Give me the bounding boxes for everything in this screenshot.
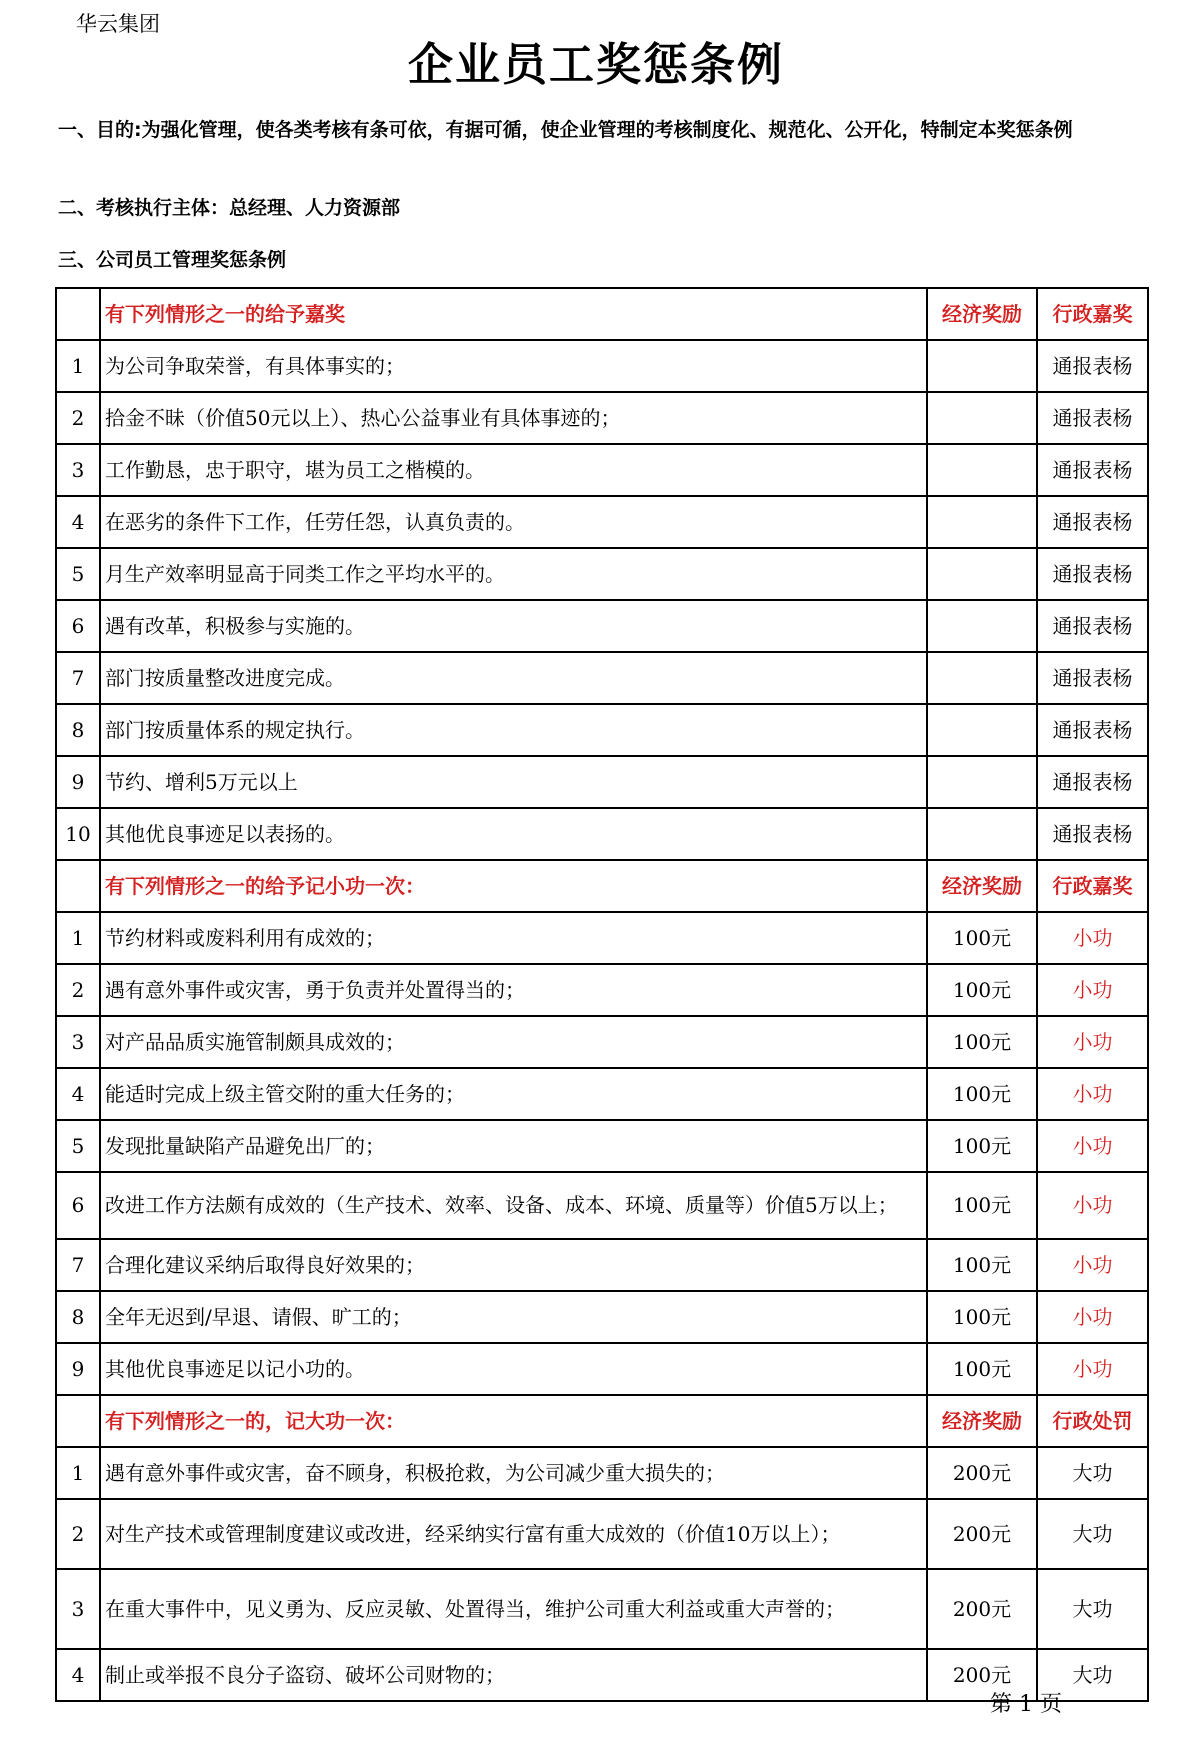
row-admin: 小功 [1037,964,1148,1016]
table-row [56,1447,1148,1499]
table-row [56,496,1148,548]
row-text: 遇有意外事件或灾害，勇于负责并处置得当的； [100,964,927,1016]
table-row [56,600,1148,652]
table-row [56,1649,1148,1701]
row-text: 为公司争取荣誉，有具体事实的； [100,340,927,392]
table-row [56,652,1148,704]
header-num-cell [56,860,100,912]
group-header-minor-merit [56,860,1148,912]
row-admin: 通报表杨 [1037,392,1148,444]
row-num: 4 [56,1068,100,1120]
row-num: 5 [56,548,100,600]
row-text: 节约材料或废料利用有成效的； [100,912,927,964]
row-text: 工作勤恳，忠于职守，堪为员工之楷模的。 [100,444,927,496]
section-purpose: 一、目的:为强化管理，使各类考核有条可依，有据可循，使企业管理的考核制度化、规范化、公开化，特制定本奖惩条例 [58,119,1073,141]
row-num: 1 [56,1447,100,1499]
row-economic: 200元 [927,1569,1037,1649]
row-text: 部门按质量整改进度完成。 [100,652,927,704]
row-admin: 小功 [1037,1343,1148,1395]
row-text: 遇有意外事件或灾害，奋不顾身，积极抢救，为公司减少重大损失的； [100,1447,927,1499]
section-executor: 二、考核执行主体：总经理、人力资源部 [58,197,401,219]
row-num: 5 [56,1120,100,1172]
group-header-text: 有下列情形之一的给予嘉奖 [100,288,927,340]
row-num: 3 [56,1569,100,1649]
row-economic: 100元 [927,1343,1037,1395]
table-row [56,912,1148,964]
header-economic: 经济奖励 [927,1395,1037,1447]
row-economic: 100元 [927,912,1037,964]
row-num: 8 [56,1291,100,1343]
row-text: 对产品品质实施管制颇具成效的； [100,1016,927,1068]
table-row [56,340,1148,392]
row-admin: 通报表杨 [1037,444,1148,496]
table-row [56,1120,1148,1172]
row-economic [927,496,1037,548]
row-economic [927,392,1037,444]
row-text: 拾金不昧（价值50元以上）、热心公益事业有具体事迹的； [100,392,927,444]
row-admin: 通报表杨 [1037,340,1148,392]
page-number: 第 1 页 [990,1692,1062,1717]
row-admin: 大功 [1037,1649,1148,1701]
row-economic [927,600,1037,652]
row-num: 10 [56,808,100,860]
row-num: 2 [56,964,100,1016]
table-row [56,444,1148,496]
row-num: 4 [56,1649,100,1701]
header-admin: 行政处罚 [1037,1395,1148,1447]
group-header-commendation [56,288,1148,340]
row-admin: 大功 [1037,1569,1148,1649]
row-admin: 小功 [1037,912,1148,964]
row-text: 发现批量缺陷产品避免出厂的； [100,1120,927,1172]
row-economic [927,704,1037,756]
group-header-text: 有下列情形之一的，记大功一次： [100,1395,927,1447]
group-header-text: 有下列情形之一的给予记小功一次： [100,860,927,912]
row-text: 其他优良事迹足以记小功的。 [100,1343,927,1395]
section-regulations: 三、公司员工管理奖惩条例 [58,249,287,271]
row-text: 全年无迟到/早退、请假、旷工的； [100,1291,927,1343]
row-admin: 小功 [1037,1291,1148,1343]
row-num: 8 [56,704,100,756]
row-admin: 小功 [1037,1120,1148,1172]
table-row [56,1172,1148,1239]
row-num: 1 [56,912,100,964]
table-row [56,548,1148,600]
row-economic: 100元 [927,1239,1037,1291]
table-row [56,1569,1148,1649]
row-text: 在重大事件中，见义勇为、反应灵敏、处置得当，维护公司重大利益或重大声誉的； [100,1569,927,1649]
row-num: 2 [56,392,100,444]
row-economic: 100元 [927,1068,1037,1120]
row-admin: 通报表杨 [1037,808,1148,860]
row-economic: 200元 [927,1499,1037,1569]
row-num: 4 [56,496,100,548]
table-row [56,1068,1148,1120]
table-row [56,392,1148,444]
row-admin: 通报表杨 [1037,704,1148,756]
row-admin: 大功 [1037,1447,1148,1499]
row-admin: 通报表杨 [1037,756,1148,808]
row-num: 7 [56,1239,100,1291]
table-row [56,704,1148,756]
header-economic: 经济奖励 [927,288,1037,340]
header-economic: 经济奖励 [927,860,1037,912]
header-num-cell [56,288,100,340]
row-num: 3 [56,1016,100,1068]
row-admin: 小功 [1037,1239,1148,1291]
row-economic [927,548,1037,600]
row-num: 3 [56,444,100,496]
rewards-table [55,287,1149,1702]
table-row [56,756,1148,808]
row-economic [927,756,1037,808]
row-economic [927,340,1037,392]
row-economic: 200元 [927,1649,1037,1701]
row-economic: 100元 [927,1120,1037,1172]
row-text: 部门按质量体系的规定执行。 [100,704,927,756]
page-title: 企业员工奖惩条例 [407,38,784,91]
row-text: 合理化建议采纳后取得良好效果的； [100,1239,927,1291]
row-text: 能适时完成上级主管交附的重大任务的； [100,1068,927,1120]
table-row [56,1343,1148,1395]
table-row [56,964,1148,1016]
row-admin: 小功 [1037,1068,1148,1120]
row-text: 对生产技术或管理制度建议或改进，经采纳实行富有重大成效的（价值10万以上）； [100,1499,927,1569]
row-admin: 大功 [1037,1499,1148,1569]
table-row [56,1499,1148,1569]
row-text: 在恶劣的条件下工作，任劳任怨，认真负责的。 [100,496,927,548]
row-economic [927,652,1037,704]
row-admin: 小功 [1037,1172,1148,1239]
group-header-major-merit [56,1395,1148,1447]
header-admin: 行政嘉奖 [1037,860,1148,912]
row-num: 7 [56,652,100,704]
row-economic: 100元 [927,1291,1037,1343]
row-num: 2 [56,1499,100,1569]
table-row [56,1016,1148,1068]
header-admin: 行政嘉奖 [1037,288,1148,340]
table-row [56,1291,1148,1343]
header-num-cell [56,1395,100,1447]
row-admin: 通报表杨 [1037,600,1148,652]
row-num: 6 [56,600,100,652]
row-economic: 200元 [927,1447,1037,1499]
row-num: 9 [56,1343,100,1395]
row-num: 9 [56,756,100,808]
row-admin: 通报表杨 [1037,496,1148,548]
row-num: 1 [56,340,100,392]
row-admin: 小功 [1037,1016,1148,1068]
row-text: 制止或举报不良分子盗窃、破坏公司财物的； [100,1649,927,1701]
row-economic: 100元 [927,1016,1037,1068]
row-text: 节约、增利5万元以上 [100,756,927,808]
row-num: 6 [56,1172,100,1239]
row-text: 其他优良事迹足以表扬的。 [100,808,927,860]
row-text: 改进工作方法颇有成效的（生产技术、效率、设备、成本、环境、质量等）价值5万以上； [100,1172,927,1239]
row-text: 月生产效率明显高于同类工作之平均水平的。 [100,548,927,600]
row-economic [927,808,1037,860]
row-text: 遇有改革，积极参与实施的。 [100,600,927,652]
row-economic [927,444,1037,496]
row-economic: 100元 [927,1172,1037,1239]
row-admin: 通报表杨 [1037,652,1148,704]
company-name: 华云集团 [76,12,160,36]
table-row [56,1239,1148,1291]
row-economic: 100元 [927,964,1037,1016]
row-admin: 通报表杨 [1037,548,1148,600]
table-row [56,808,1148,860]
